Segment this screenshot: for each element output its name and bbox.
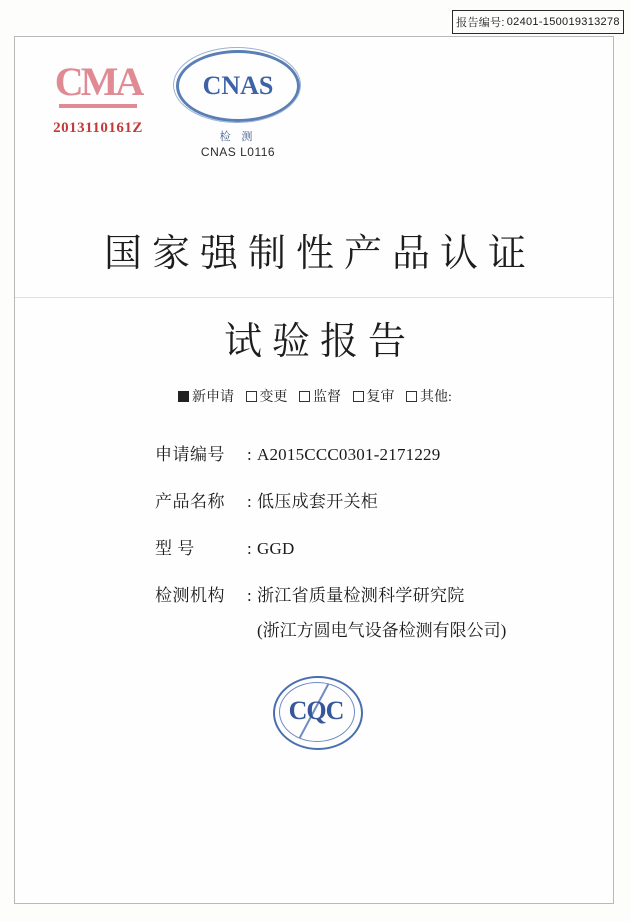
field-list (155, 440, 575, 659)
application-type-option-3[interactable] (353, 390, 395, 405)
field-value-testing-organization-line2: (浙江方圆电气设备检测有限公司) (257, 621, 507, 640)
cma-mark (38, 59, 158, 137)
report-number-label: 报告编号: (456, 17, 505, 29)
application-type-option-4[interactable] (406, 390, 452, 405)
application-type-row (0, 386, 630, 406)
application-type-option-2[interactable] (299, 390, 341, 405)
field-row-testing-organization (155, 581, 575, 606)
cnas-code: CNAS L0116 (200, 145, 276, 159)
cma-code: 2013110161Z (53, 120, 143, 136)
field-colon-1: : (247, 492, 252, 511)
application-type-label-4: 其他: (420, 390, 452, 405)
field-colon-3: : (247, 586, 252, 605)
field-colon-2: : (247, 539, 252, 558)
report-number-value: 02401-150019313278 (506, 16, 620, 28)
cnas-sub-text: 检 测 (219, 131, 257, 143)
application-type-option-0[interactable] (178, 390, 234, 405)
field-value-testing-organization: 浙江省质量检测科学研究院 (257, 586, 465, 605)
page-subtitle: 试验报告 (223, 321, 416, 363)
field-label-application-number: 申请编号 (155, 445, 225, 464)
field-value-product-name: 低压成套开关柜 (257, 492, 379, 511)
checkbox-icon[interactable] (353, 391, 364, 402)
cma-logo-underline (59, 104, 137, 108)
application-type-label-1: 变更 (259, 390, 288, 405)
cnas-mark (168, 50, 308, 159)
cma-logo-icon (54, 59, 142, 108)
field-row-model (155, 534, 575, 559)
checkbox-icon[interactable] (246, 391, 257, 402)
scan-artifact-line (15, 297, 613, 298)
field-label-testing-organization: 检测机构 (155, 586, 225, 605)
cma-logo-text: CMA (54, 59, 142, 104)
field-value-model: GGD (257, 539, 295, 558)
field-colon-0: : (247, 445, 252, 464)
checkbox-icon[interactable] (299, 391, 310, 402)
application-type-option-1[interactable] (246, 390, 288, 405)
cnas-logo-text: CNAS (202, 71, 274, 100)
application-type-label-0: 新申请 (192, 390, 235, 405)
application-type-label-3: 复审 (366, 390, 395, 405)
cqc-logo-text: CQC (288, 696, 344, 725)
cqc-seal-icon (273, 676, 359, 746)
field-label-product-name: 产品名称 (155, 492, 225, 511)
field-row-product-name (155, 487, 575, 512)
cnas-logo-icon (176, 50, 300, 122)
checkbox-icon[interactable] (406, 391, 417, 402)
checkbox-icon[interactable] (178, 391, 189, 402)
report-number-box (452, 10, 624, 34)
field-row-application-number (155, 440, 575, 465)
application-type-label-2: 监督 (313, 390, 342, 405)
page-title: 国家强制性产品认证 (103, 233, 536, 275)
field-label-model: 型 号 (155, 539, 195, 558)
field-value-application-number: A2015CCC0301-2171229 (257, 445, 441, 464)
